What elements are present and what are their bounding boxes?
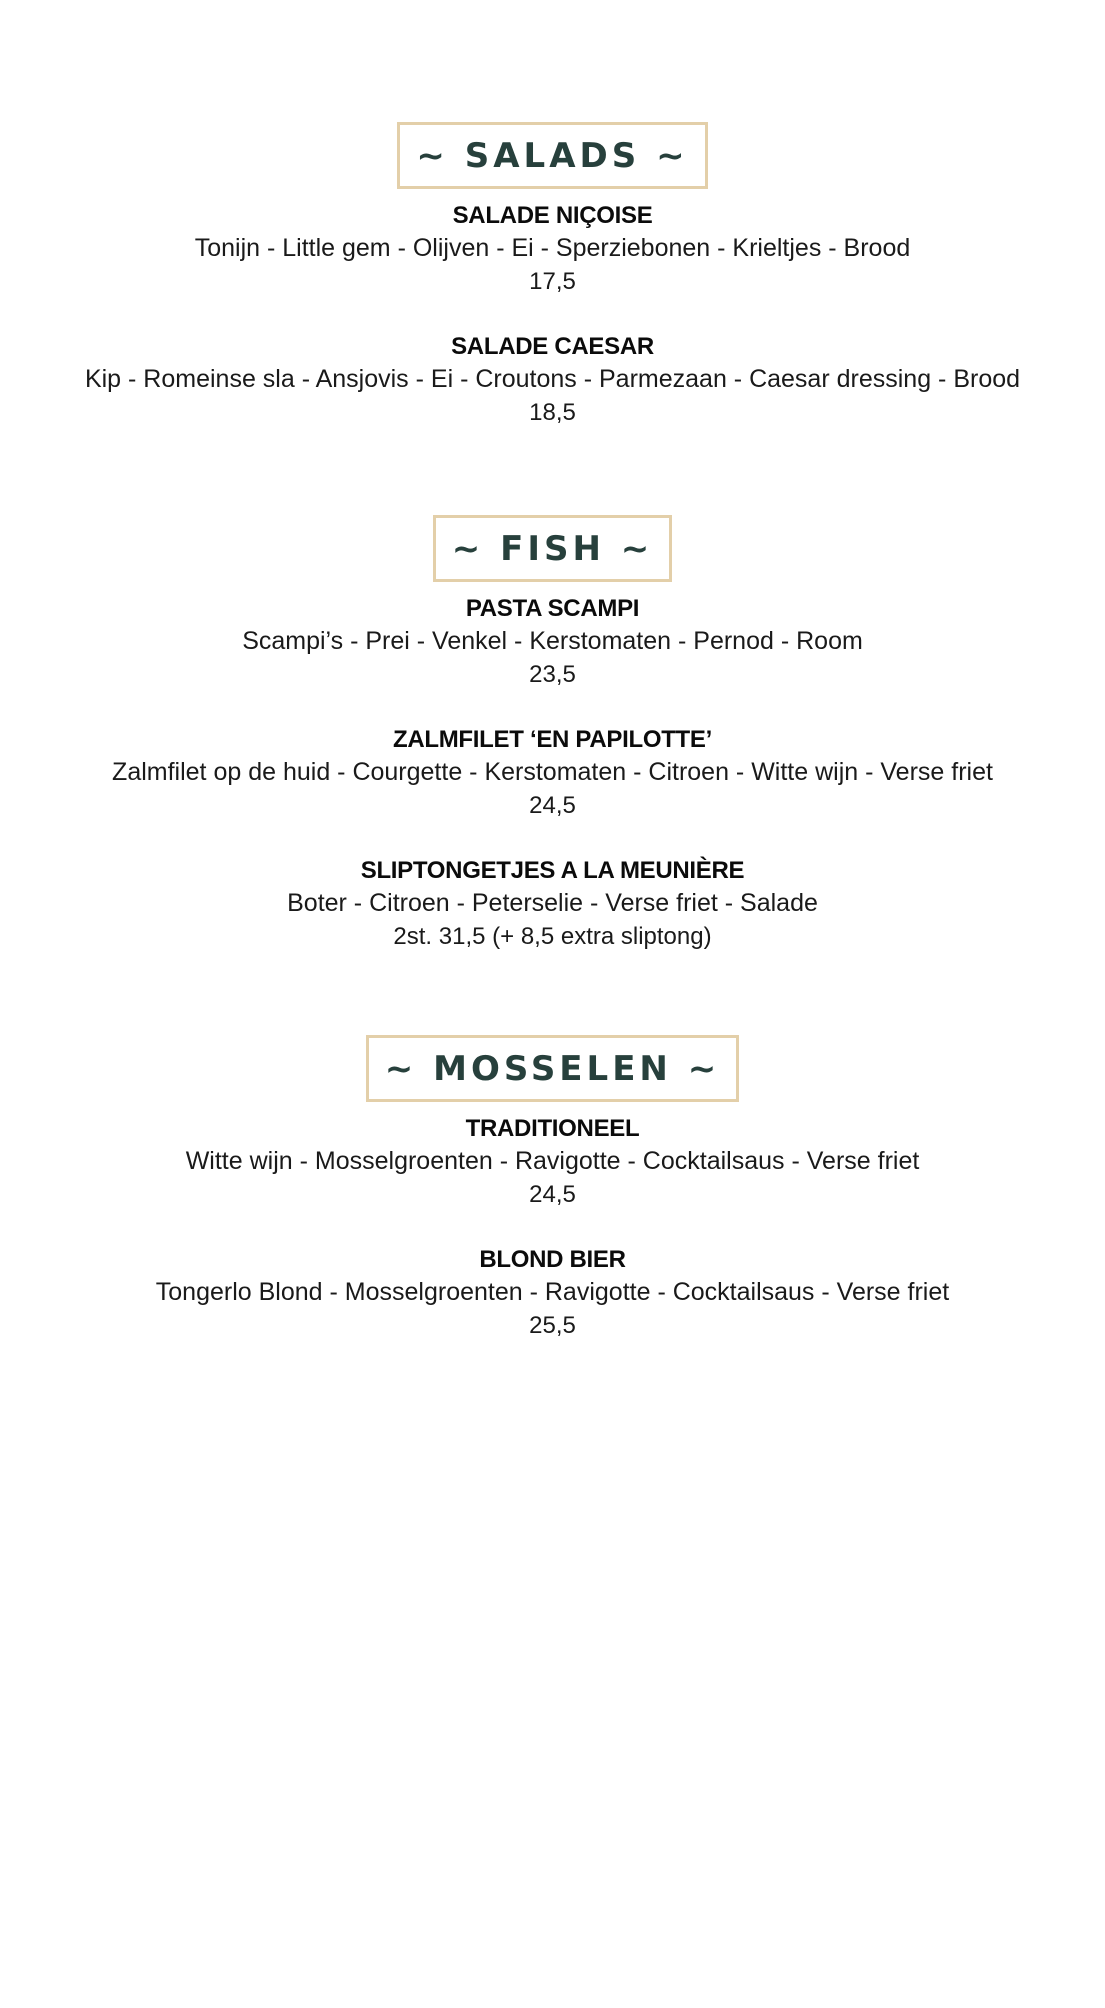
section-title-salads: ~ SALADS ~ [397, 122, 707, 189]
item-description: Tonijn - Little gem - Olijven - Ei - Sperziebonen - Krieltjes - Brood [194, 234, 911, 262]
section-title-mosselen: ~ MOSSELEN ~ [366, 1035, 739, 1102]
item-name: PASTA SCAMPI [465, 595, 640, 622]
item-description: Zalmfilet op de huid - Courgette - Kerstomaten - Citroen - Witte wijn - Verse friet [112, 758, 993, 786]
item-price: 24,5 [529, 792, 576, 819]
menu-item [0, 330, 1105, 429]
section-title-fish: ~ FISH ~ [433, 515, 672, 582]
section-fish [0, 515, 1105, 953]
menu-item [0, 1243, 1105, 1342]
menu-item [0, 723, 1105, 822]
item-name: BLOND BIER [479, 1246, 626, 1273]
item-name: TRADITIONEEL [465, 1115, 640, 1142]
item-name: SALADE CAESAR [451, 333, 654, 360]
section-mosselen [0, 1035, 1105, 1342]
menu-item [0, 199, 1105, 298]
item-description: Tongerlo Blond - Mosselgroenten - Ravigotte - Cocktailsaus - Verse friet [155, 1278, 950, 1306]
item-name: ZALMFILET ‘EN PAPILOTTE’ [392, 726, 712, 753]
item-price: 2st. 31,5 (+ 8,5 extra sliptong) [393, 923, 712, 950]
item-price: 25,5 [529, 1312, 576, 1339]
item-description: Boter - Citroen - Peterselie - Verse friet - Salade [287, 889, 818, 917]
item-price: 23,5 [529, 661, 576, 688]
section-salads [0, 122, 1105, 429]
menu-item [0, 592, 1105, 691]
item-name: SLIPTONGETJES A LA MEUNIÈRE [360, 857, 745, 884]
item-name: SALADE NIÇOISE [452, 202, 653, 229]
menu-item [0, 1112, 1105, 1211]
item-description: Witte wijn - Mosselgroenten - Ravigotte - Cocktailsaus - Verse friet [185, 1147, 920, 1175]
item-description: Kip - Romeinse sla - Ansjovis - Ei - Croutons - Parmezaan - Caesar dressing - Brood [84, 365, 1021, 393]
item-price: 18,5 [529, 399, 576, 426]
item-price: 17,5 [529, 268, 576, 295]
item-price: 24,5 [529, 1181, 576, 1208]
item-description: Scampi’s - Prei - Venkel - Kerstomaten - Pernod - Room [242, 627, 863, 655]
menu-item [0, 854, 1105, 953]
